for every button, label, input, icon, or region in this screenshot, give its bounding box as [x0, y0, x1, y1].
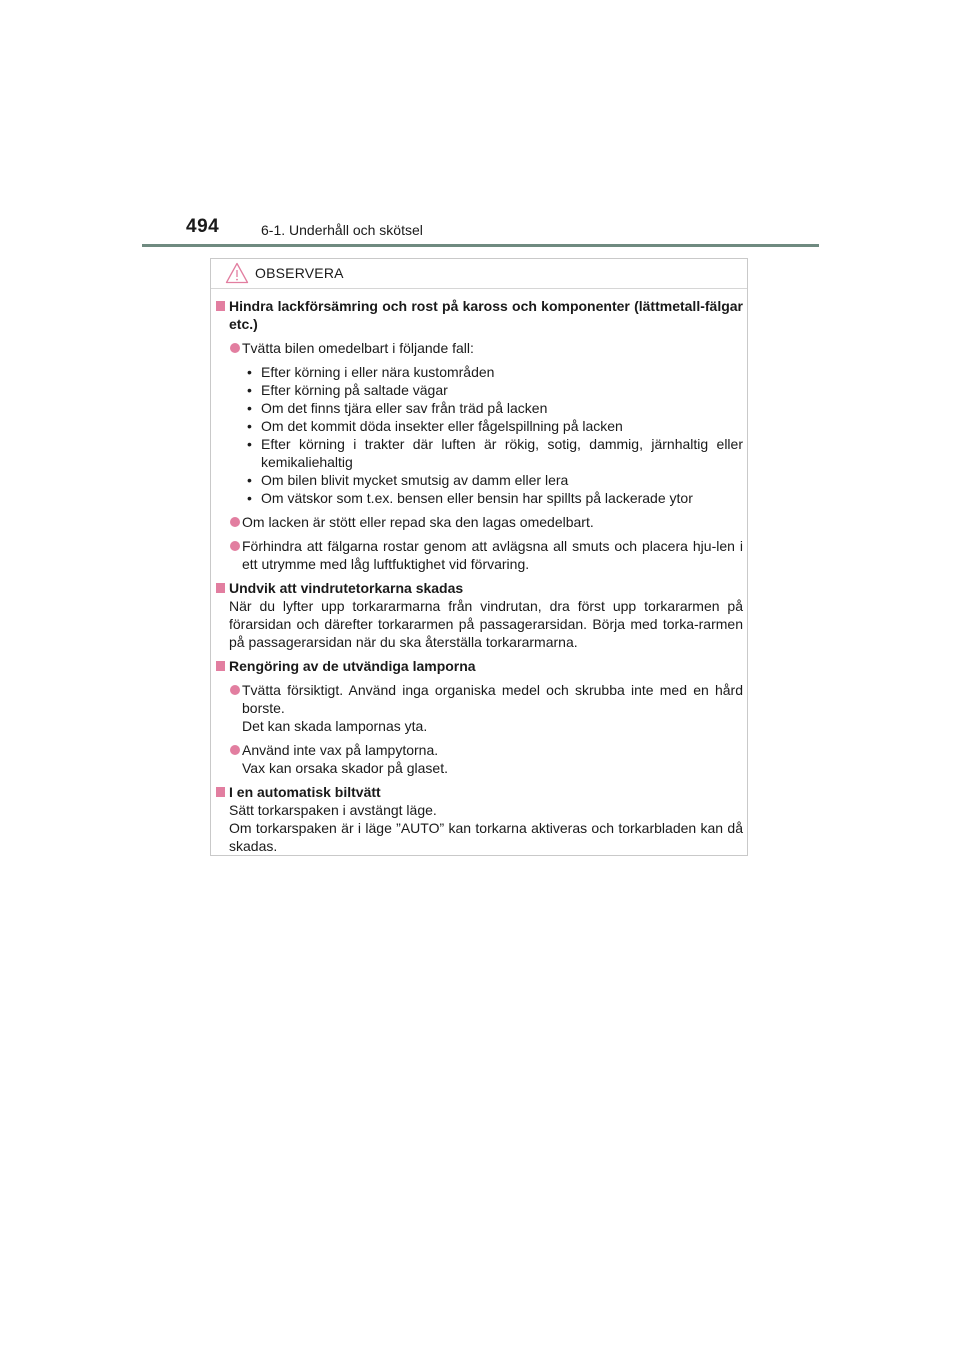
- sub-list-item-text: Om bilen blivit mycket smutsig av damm eller lera: [261, 472, 569, 488]
- round-bullet-icon: [230, 517, 240, 527]
- round-bullet-icon: [230, 541, 240, 551]
- sub-list-item-text: Efter körning i eller nära kustområden: [261, 364, 495, 380]
- section-title: 6-1. Underhåll och skötsel: [261, 222, 423, 238]
- bullet-dot-icon: •: [247, 382, 252, 398]
- sub-list-item-text: Efter körning på saltade vägar: [261, 382, 448, 398]
- section-heading-text: Undvik att vindrutetorkarna skadas: [229, 580, 464, 596]
- header-rule: [142, 244, 819, 247]
- section-paragraph: Sätt torkarspaken i avstängt läge.: [229, 802, 437, 818]
- list-item-text: Om lacken är stött eller repad ska den lagas omedelbart.: [242, 514, 594, 530]
- section-paragraph: Om torkarspaken är i läge ”AUTO” kan torkarna aktiveras och torkarbladen kan då skadas.: [229, 820, 743, 854]
- sub-list-item-text: Om det finns tjära eller sav från träd på lacken: [261, 400, 548, 416]
- list-item: [216, 513, 743, 531]
- notice-title: OBSERVERA: [255, 265, 344, 281]
- square-bullet-icon: [216, 787, 225, 797]
- list-item-text: Förhindra att fälgarna rostar genom att avlägsna all smuts och placera hju-len i ett utrymme med låg luftfuktighet vid förvaring.: [242, 538, 743, 572]
- sub-list-item: [216, 381, 743, 399]
- list-item-text: Använd inte vax på lampytorna.: [242, 742, 439, 758]
- section-heading-text: Hindra lackförsämring och rost på kaross och komponenter (lättmetall-fälgar etc.): [229, 298, 743, 332]
- section-heading-text: I en automatisk biltvätt: [229, 784, 381, 800]
- page-number: 494: [186, 216, 220, 237]
- section-paragraph: När du lyfter upp torkararmarna från vindrutan, dra först upp torkararmen på förarsidan och därefter torkararmen på passagerarsidan. Börja med torka-rarmen på passagerarsidan när du ska återställa torkararmarna.: [229, 598, 743, 650]
- sub-list-item-text: Om det kommit döda insekter eller fågelspillning på lacken: [261, 418, 623, 434]
- list-item: [216, 339, 743, 357]
- round-bullet-icon: [230, 685, 240, 695]
- notice-box: [210, 258, 748, 856]
- bullet-dot-icon: •: [247, 472, 252, 488]
- square-bullet-icon: [216, 583, 225, 593]
- section-heading-text: Rengöring av de utvändiga lamporna: [229, 658, 476, 674]
- list-item-note: Vax kan orsaka skador på glaset.: [242, 760, 448, 776]
- sub-list-item: [216, 417, 743, 435]
- list-item: [216, 741, 743, 777]
- bullet-dot-icon: •: [247, 418, 252, 434]
- round-bullet-icon: [230, 745, 240, 755]
- bullet-dot-icon: •: [247, 436, 252, 452]
- round-bullet-icon: [230, 343, 240, 353]
- sub-list-item-text: Om vätskor som t.ex. bensen eller bensin har spillts på lackerade ytor: [261, 490, 693, 506]
- square-bullet-icon: [216, 301, 225, 311]
- sub-list-item: [216, 471, 743, 489]
- sub-list-item: [216, 435, 743, 471]
- list-item-text: Tvätta bilen omedelbart i följande fall:: [242, 340, 474, 356]
- sub-list-item: [216, 489, 743, 507]
- sub-list-item: [216, 363, 743, 381]
- sub-list-item-text: Efter körning i trakter där luften är rökig, sotig, dammig, järnhaltig eller kemikaliehaltig: [261, 436, 743, 470]
- list-item-note: Det kan skada lampornas yta.: [242, 718, 428, 734]
- notice-header: [223, 259, 747, 287]
- square-bullet-icon: [216, 661, 225, 671]
- bullet-dot-icon: •: [247, 364, 252, 380]
- sub-list: [216, 363, 743, 507]
- section-heading: [216, 297, 743, 333]
- list-item: [216, 537, 743, 573]
- section-heading: [216, 657, 743, 675]
- bullet-dot-icon: •: [247, 400, 252, 416]
- list-item-text: Tvätta försiktigt. Använd inga organiska medel och skrubba inte med en hård borste.: [242, 682, 743, 716]
- notice-header-divider: [211, 288, 747, 289]
- notice-content: [216, 297, 743, 855]
- list-item: [216, 681, 743, 735]
- section-heading: [216, 783, 743, 801]
- warning-triangle-icon: [225, 262, 249, 284]
- section-heading: [216, 579, 743, 597]
- sub-list-item: [216, 399, 743, 417]
- bullet-dot-icon: •: [247, 490, 252, 506]
